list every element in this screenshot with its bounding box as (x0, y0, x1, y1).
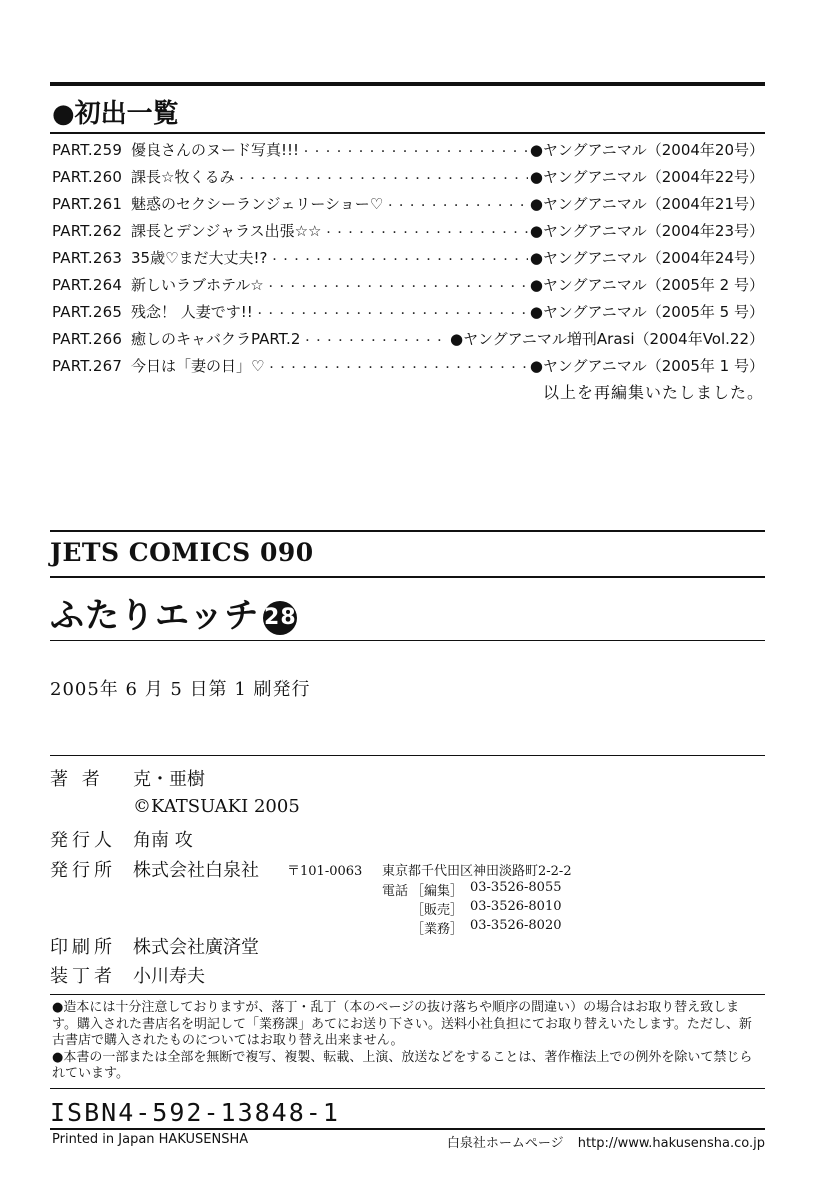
phone-dept: ［編集］ (411, 884, 464, 899)
toc-leader (270, 249, 528, 267)
toc-leader (323, 222, 527, 240)
toc-part: PART.261 (52, 195, 123, 213)
toc-list (52, 139, 764, 382)
phone-dept: ［業務］ (411, 922, 464, 937)
postal-code: 〒101-0063 (287, 864, 363, 879)
toc-heading: ●初出一覧 (52, 99, 179, 129)
copyright: ©KATSUAKI 2005 (133, 796, 300, 817)
toc-part: PART.262 (52, 222, 123, 240)
toc-part: PART.265 (52, 303, 123, 321)
toc-part: PART.260 (52, 168, 123, 186)
toc-title: 課長☆牧くるみ (131, 168, 235, 186)
toc-title: 優良さんのヌード写真!!! (131, 141, 300, 159)
toc-part: PART.263 (52, 249, 123, 267)
toc-source: ●ヤングアニマル（2004年22号） (529, 168, 764, 186)
address: 東京都千代田区神田淡路町2-2-2 (382, 864, 572, 879)
colophon-top-rule (50, 530, 765, 532)
toc-source: ●ヤングアニマル増刊Arasi（2004年Vol.22） (450, 330, 764, 348)
toc-entry (52, 247, 764, 274)
credits-top-rule (50, 755, 765, 756)
toc-entry (52, 139, 764, 166)
toc-entry (52, 166, 764, 193)
phone-label: 電話 (382, 884, 409, 899)
publisher-person-row (0, 826, 831, 850)
toc-title: 癒しのキャバクラPART.2 (131, 330, 301, 348)
toc-heading-rule (50, 132, 765, 134)
toc-title: 魅惑のセクシーランジェリーショー♡ (131, 195, 384, 213)
author-label: 著 者 (50, 769, 104, 790)
printer-name: 株式会社廣済堂 (133, 937, 259, 958)
printer-row (0, 933, 831, 957)
author-row (0, 765, 831, 789)
toc-entry (52, 193, 764, 220)
top-rule-thick (50, 82, 765, 86)
toc-leader (266, 276, 528, 294)
designer-name: 小川寿夫 (133, 966, 205, 987)
publication-date: 2005年 6 月 5 日第 1 刷発行 (50, 679, 311, 700)
toc-source: ●ヤングアニマル（2005年 5 号） (529, 303, 764, 321)
toc-leader (255, 303, 528, 321)
isbn-rule (50, 1128, 765, 1130)
notice-paragraph: ●本書の一部または全部を無断で複写、複製、転載、上演、放送などをすることは、著作権法上での例外を除いて禁じられています。 (52, 1049, 753, 1081)
homepage-url[interactable]: http://www.hakusensha.co.jp (577, 1136, 765, 1151)
toc-entry (52, 220, 764, 247)
notice-block (52, 1000, 764, 1083)
toc-title: 課長とデンジャラス出張☆☆ (131, 222, 322, 240)
toc-source: ●ヤングアニマル（2004年23号） (529, 222, 764, 240)
phone-number: 03-3526-8055 (470, 880, 562, 895)
book-title-text: ふたりエッチ (50, 596, 260, 636)
toc-part: PART.266 (52, 330, 123, 348)
toc-part: PART.264 (52, 276, 123, 294)
toc-entry (52, 301, 764, 328)
designer-row (0, 962, 831, 986)
book-title (50, 588, 297, 637)
toc-part: PART.267 (52, 357, 123, 375)
toc-title: 新しいラブホテル☆ (131, 276, 264, 294)
toc-source: ●ヤングアニマル（2004年21号） (529, 195, 764, 213)
phone-number: 03-3526-8020 (470, 918, 562, 933)
publisher-label: 発行所 (50, 860, 116, 881)
toc-source: ●ヤングアニマル（2004年20号） (529, 141, 764, 159)
publisher-name: 株式会社白泉社 (133, 860, 259, 881)
notice-bottom-rule (50, 1088, 765, 1089)
homepage (447, 1132, 765, 1151)
toc-entry (52, 274, 764, 301)
designer-label: 装丁者 (50, 966, 116, 987)
phone-number: 03-3526-8010 (470, 899, 562, 914)
author-name: 克・亜樹 (133, 769, 205, 790)
publisher-person: 角南 攻 (133, 830, 193, 851)
toc-title: 残念！ 人妻です!! (131, 303, 253, 321)
toc-note: 以上を再編集いたしました。 (542, 383, 764, 402)
toc-source: ●ヤングアニマル（2005年 1 号） (529, 357, 764, 375)
toc-leader (266, 357, 527, 375)
title-rule (50, 640, 765, 641)
toc-part: PART.259 (52, 141, 123, 159)
series-rule (50, 576, 765, 578)
notice-top-rule (50, 994, 765, 995)
series-name: JETS COMICS 090 (50, 538, 314, 567)
toc-leader (385, 195, 528, 213)
toc-title: 35歳♡まだ大丈夫!? (131, 249, 268, 267)
homepage-label: 白泉社ホームページ (446, 1136, 564, 1151)
toc-entry (52, 355, 764, 382)
toc-leader (236, 168, 527, 186)
copyright-row (0, 796, 831, 820)
toc-source: ●ヤングアニマル（2004年24号） (529, 249, 764, 267)
volume-badge: 28 (263, 601, 297, 635)
printed-in: Printed in Japan HAKUSENSHA (52, 1132, 249, 1147)
printer-label: 印刷所 (50, 937, 116, 958)
phone-dept: ［販売］ (411, 903, 464, 918)
toc-leader (302, 330, 448, 348)
notice-paragraph: ●造本には十分注意しておりますが、落丁・乱丁（本のページの抜け落ちや順序の間違い）の場合はお取り替え致します。購入された書店名を明記して「業務課」あてにお送り下さい。送料小社負担にてお取り替えいたします。ただし、新古書店で購入されたものについてはお取り替え出来ません。 (52, 1000, 752, 1048)
toc-leader (301, 141, 528, 159)
isbn: ISBN4-592-13848-1 (50, 1098, 340, 1127)
toc-source: ●ヤングアニマル（2005年 2 号） (529, 276, 764, 294)
toc-entry (52, 328, 764, 355)
toc-title: 今日は「妻の日」♡ (131, 357, 265, 375)
publisher-person-label: 発行人 (50, 830, 116, 851)
